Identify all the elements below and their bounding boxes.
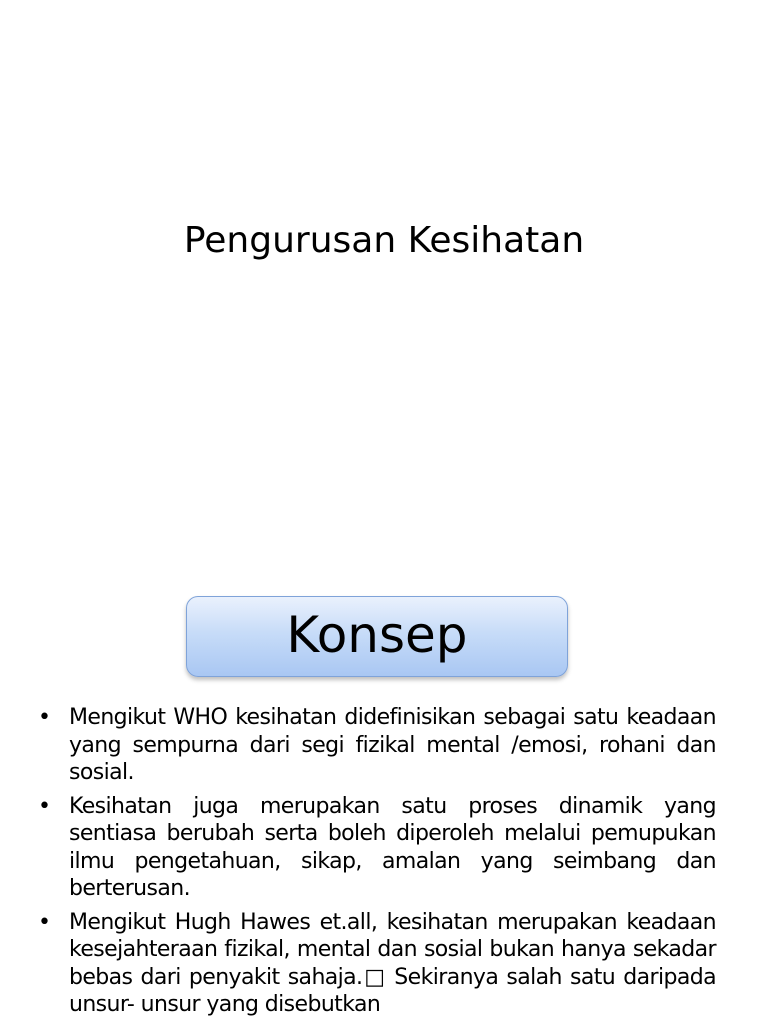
bullet-text: Mengikut WHO kesihatan didefinisikan sebagai satu keadaan yang sempurna dari segi fizikal mental /emosi, rohani dan sosial. [69, 705, 716, 785]
bullet-marker: • [38, 909, 51, 935]
bullet-text: Kesihatan juga merupakan satu proses dinamik yang sentiasa berubah serta boleh diperoleh melalui pemupukan ilmu pengetahuan, sikap, amalan yang seimbang dan berterusan. [69, 793, 716, 901]
slide-title: Pengurusan Kesihatan [183, 220, 585, 261]
list-item [38, 909, 716, 1019]
section-heading-box [186, 596, 568, 677]
list-item [38, 793, 716, 903]
section-heading: Konsep [286, 605, 468, 664]
bullet-text: Mengikut Hugh Hawes et.all, kesihatan merupakan keadaan kesejahteraan fizikal, mental dan sosial bukan hanya sekadar bebas dari penyakit sahaja.□ Sekiranya salah satu daripada unsur- unsur yang disebutkan [69, 909, 716, 1017]
bullet-marker: • [38, 705, 51, 730]
list-item [38, 704, 716, 787]
bullet-marker: • [38, 793, 51, 819]
bullet-list [38, 704, 716, 1024]
